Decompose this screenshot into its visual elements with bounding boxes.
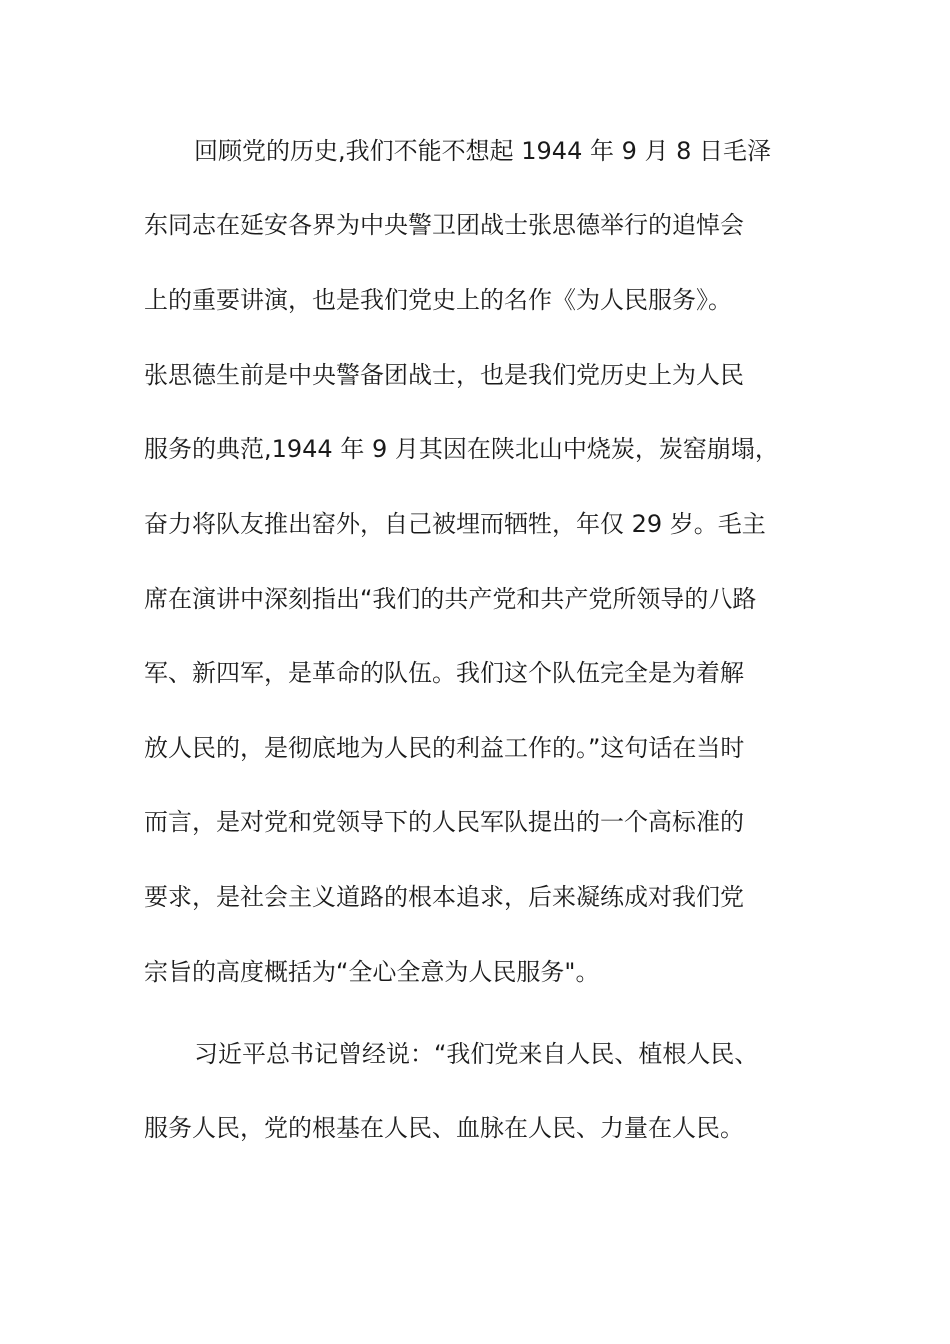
paragraph-1-line-11: 要求，是社会主义道路的根本追求，后来凝练成对我们党	[144, 883, 744, 911]
paragraph-1-line-5: 服务的典范,1944 年 9 月其因在陕北山中烧炭，炭窑崩塌，	[144, 435, 779, 463]
paragraph-2-line-2: 服务人民，党的根基在人民、血脉在人民、力量在人民。	[144, 1114, 744, 1142]
paragraph-1-line-1: 回顾党的历史,我们不能不想起 1944 年 9 月 8 日毛泽	[194, 137, 772, 165]
paragraph-1-line-4: 张思德生前是中央警备团战士，也是我们党历史上为人民	[144, 361, 744, 389]
paragraph-1-line-3: 上的重要讲演，也是我们党史上的名作《为人民服务》。	[144, 286, 732, 314]
paragraph-1-line-6: 奋力将队友推出窑外，自己被埋而牺牲，年仅 29 岁。毛主	[144, 510, 766, 538]
paragraph-1-line-2: 东同志在延安各界为中央警卫团战士张思德举行的追悼会	[144, 211, 744, 239]
paragraph-2-line-1: 习近平总书记曾经说：“我们党来自人民、植根人民、	[194, 1040, 759, 1068]
paragraph-1-line-7: 席在演讲中深刻指出“我们的共产党和共产党所领导的八路	[144, 585, 757, 613]
paragraph-1-line-12: 宗旨的高度概括为“全心全意为人民服务"。	[144, 958, 600, 986]
paragraph-1-line-8: 军、新四军，是革命的队伍。我们这个队伍完全是为着解	[144, 659, 744, 687]
paragraph-1-line-9: 放人民的，是彻底地为人民的利益工作的。”这句话在当时	[144, 734, 745, 762]
paragraph-1-line-10: 而言，是对党和党领导下的人民军队提出的一个高标准的	[144, 808, 744, 836]
